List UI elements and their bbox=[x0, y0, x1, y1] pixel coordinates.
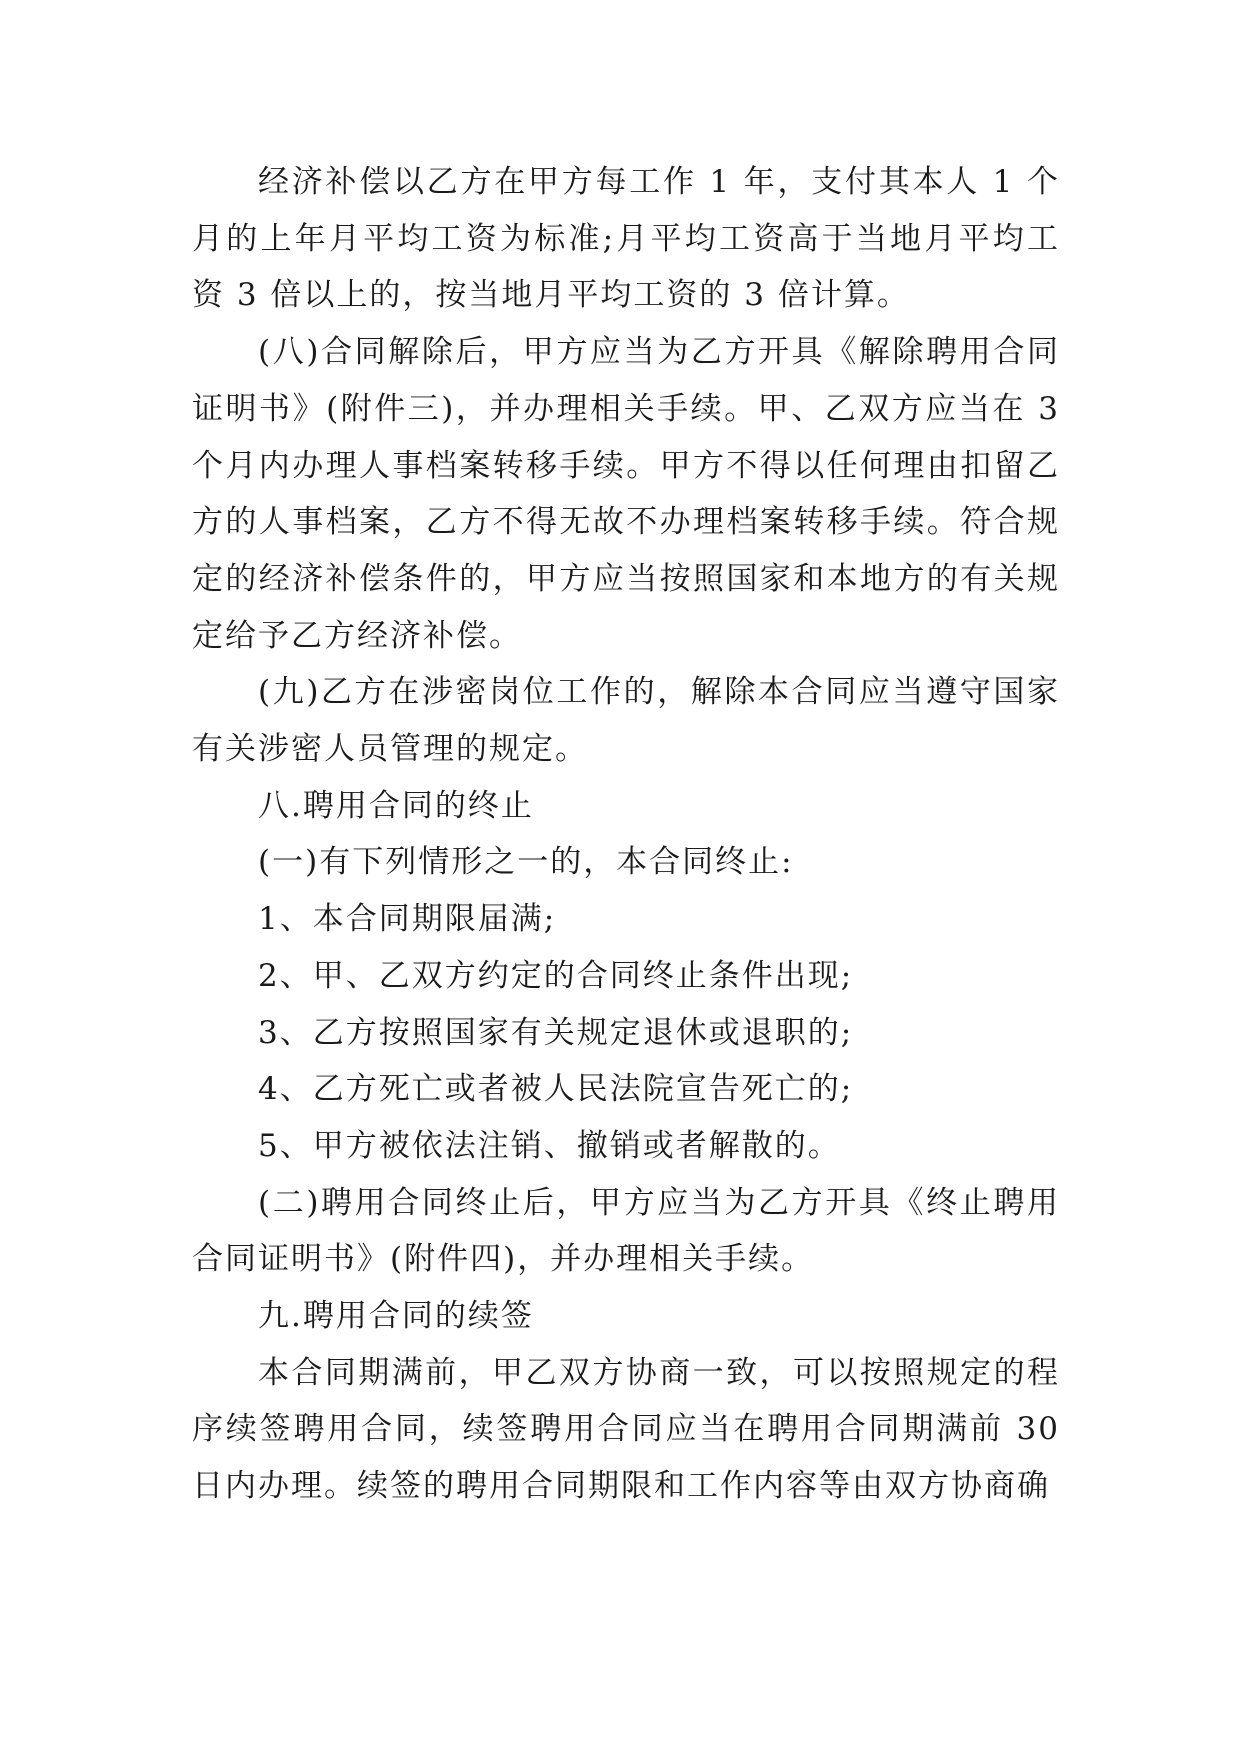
list-item-2: 2、甲、乙双方约定的合同终止条件出现; bbox=[258, 957, 854, 994]
list-item-3: 3、乙方按照国家有关规定退休或退职的; bbox=[258, 1014, 854, 1051]
list-item-4: 4、乙方死亡或者被人民法院宣告死亡的; bbox=[258, 1071, 854, 1108]
paragraph-clause-8: (八)合同解除后，甲方应当为乙方开具《解除聘用合同证明书》(附件三)，并办理相关手续。甲、乙双方应当在 3 个月内办理人事档案转移手续。甲方不得以任何理由扣留乙方的人事档案，乙方不得无故不办理档案转移手续。符合规定的经济补偿条件的，甲方应当按照国家和本地方的有关规定给予乙方经济补偿。 bbox=[192, 334, 1060, 654]
document-body bbox=[192, 154, 1060, 1515]
section-heading-renewal: 九.聘用合同的续签 bbox=[258, 1298, 534, 1335]
list-item-5: 5、甲方被依法注销、撤销或者解散的。 bbox=[258, 1127, 841, 1164]
section-heading-termination: 八.聘用合同的终止 bbox=[258, 787, 534, 824]
paragraph-renewal: 本合同期满前，甲乙双方协商一致，可以按照规定的程序续签聘用合同，续签聘用合同应当在聘用合同期满前 30 日内办理。续签的聘用合同期限和工作内容等由双方协商确 bbox=[192, 1354, 1060, 1505]
paragraph-termination-conditions: (一)有下列情形之一的，本合同终止: bbox=[258, 844, 794, 881]
paragraph-clause-9: (九)乙方在涉密岗位工作的，解除本合同应当遵守国家有关涉密人员管理的规定。 bbox=[192, 674, 1060, 768]
paragraph-compensation-standard: 经济补偿以乙方在甲方每工作 1 年，支付其本人 1 个月的上年月平均工资为标准;月平均工资高于当地月平均工资 3 倍以上的，按当地月平均工资的 3 倍计算。 bbox=[192, 164, 1060, 314]
list-item-1: 1、本合同期限届满; bbox=[258, 901, 557, 938]
paragraph-termination-certificate: (二)聘用合同终止后，甲方应当为乙方开具《终止聘用合同证明书》(附件四)，并办理相关手续。 bbox=[192, 1184, 1060, 1278]
